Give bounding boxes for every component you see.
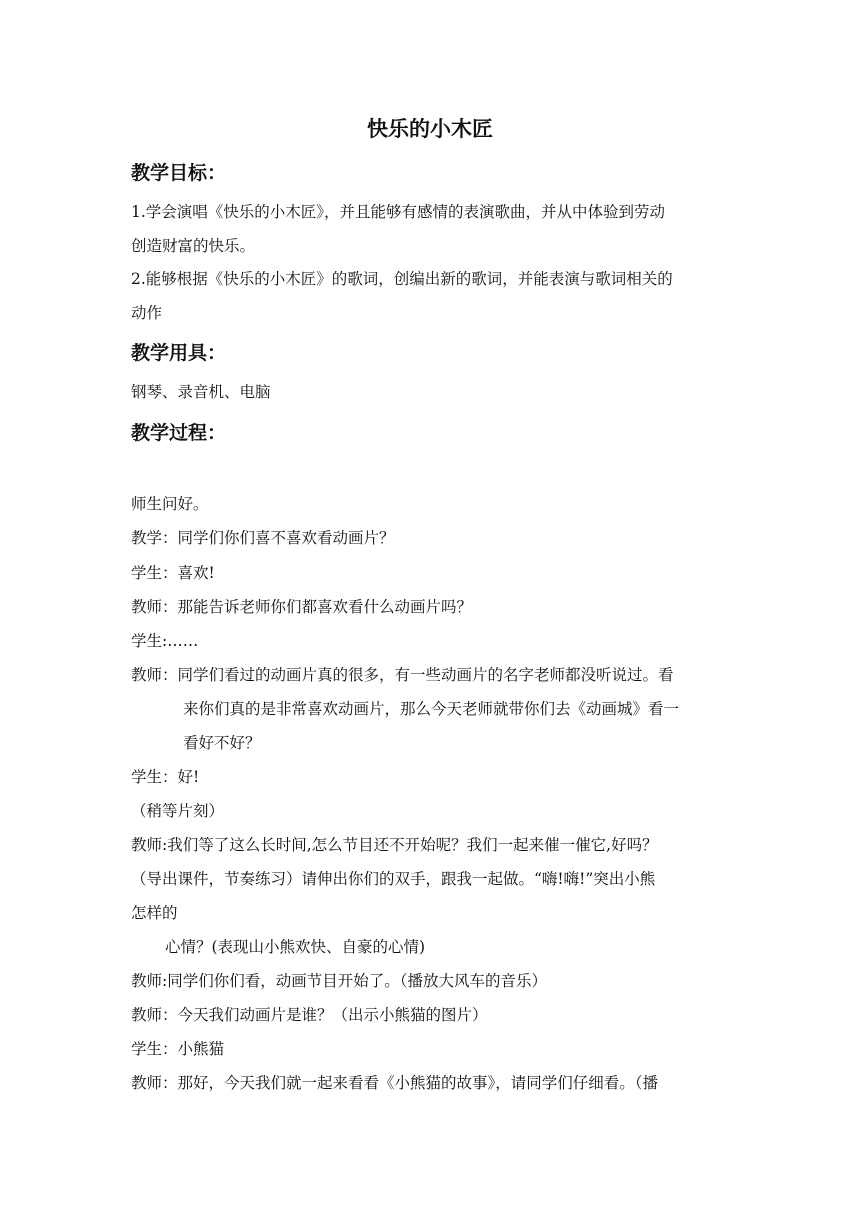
goal-1-line-2: 创造财富的快乐。: [131, 237, 256, 255]
process-line: （稍等片刻）: [131, 802, 225, 820]
process-line: 看好不好？: [183, 734, 261, 752]
process-line: 教师:同学们你们看，动画节目开始了。（播放大风车的音乐）: [131, 972, 547, 990]
process-line: 教师：那能告诉老师你们都喜欢看什么动画片吗？: [131, 598, 473, 616]
process-line: 来你们真的是非常喜欢动画片，那么今天老师就带你们去《动画城》看一: [183, 700, 680, 718]
document-title: 快乐的小木匠: [367, 117, 493, 141]
tools-text: 钢琴、录音机、电脑: [131, 383, 271, 401]
process-line: 学生：小熊猫: [131, 1040, 225, 1058]
process-line: 教师：同学们看过的动画片真的很多，有一些动画片的名字老师都没听说过。看: [131, 666, 674, 684]
process-line: 师生问好。: [131, 495, 209, 513]
tools-heading: 教学用具：: [131, 342, 227, 364]
process-line: 教师：今天我们动画片是谁？（出示小熊猫的图片）: [131, 1006, 488, 1024]
process-line: 学生：好!: [131, 768, 200, 786]
process-line: 教师：那好，今天我们就一起来看看《小熊猫的故事》，请同学们仔细看。（播: [131, 1074, 659, 1092]
goal-2-line-2: 动作: [131, 304, 163, 322]
process-line: （导出课件，节奏练习）请伸出你们的双手，跟我一起做。“嗨!嗨!”突出小熊: [131, 870, 656, 888]
process-line: 怎样的: [131, 904, 178, 922]
goals-heading: 教学目标：: [131, 162, 227, 184]
goal-2-line-1: 2.能够根据《快乐的小木匠》的歌词，创编出新的歌词，并能表演与歌词相关的: [131, 270, 673, 288]
process-line: 学生:……: [131, 632, 199, 650]
process-heading: 教学过程：: [131, 422, 227, 444]
process-line: 心情？(表现山小熊欢快、自豪的心情): [165, 938, 426, 956]
goal-1-line-1: 1.学会演唱《快乐的小木匠》，并且能够有感情的表演歌曲，并从中体验到劳动: [131, 203, 666, 221]
process-line: 教学：同学们你们喜不喜欢看动画片？: [131, 529, 395, 547]
process-line: 学生：喜欢!: [131, 564, 215, 582]
process-line: 教师:我们等了这么长时间,怎么节目还不开始呢？我们一起来催一催它,好吗？: [131, 836, 658, 854]
